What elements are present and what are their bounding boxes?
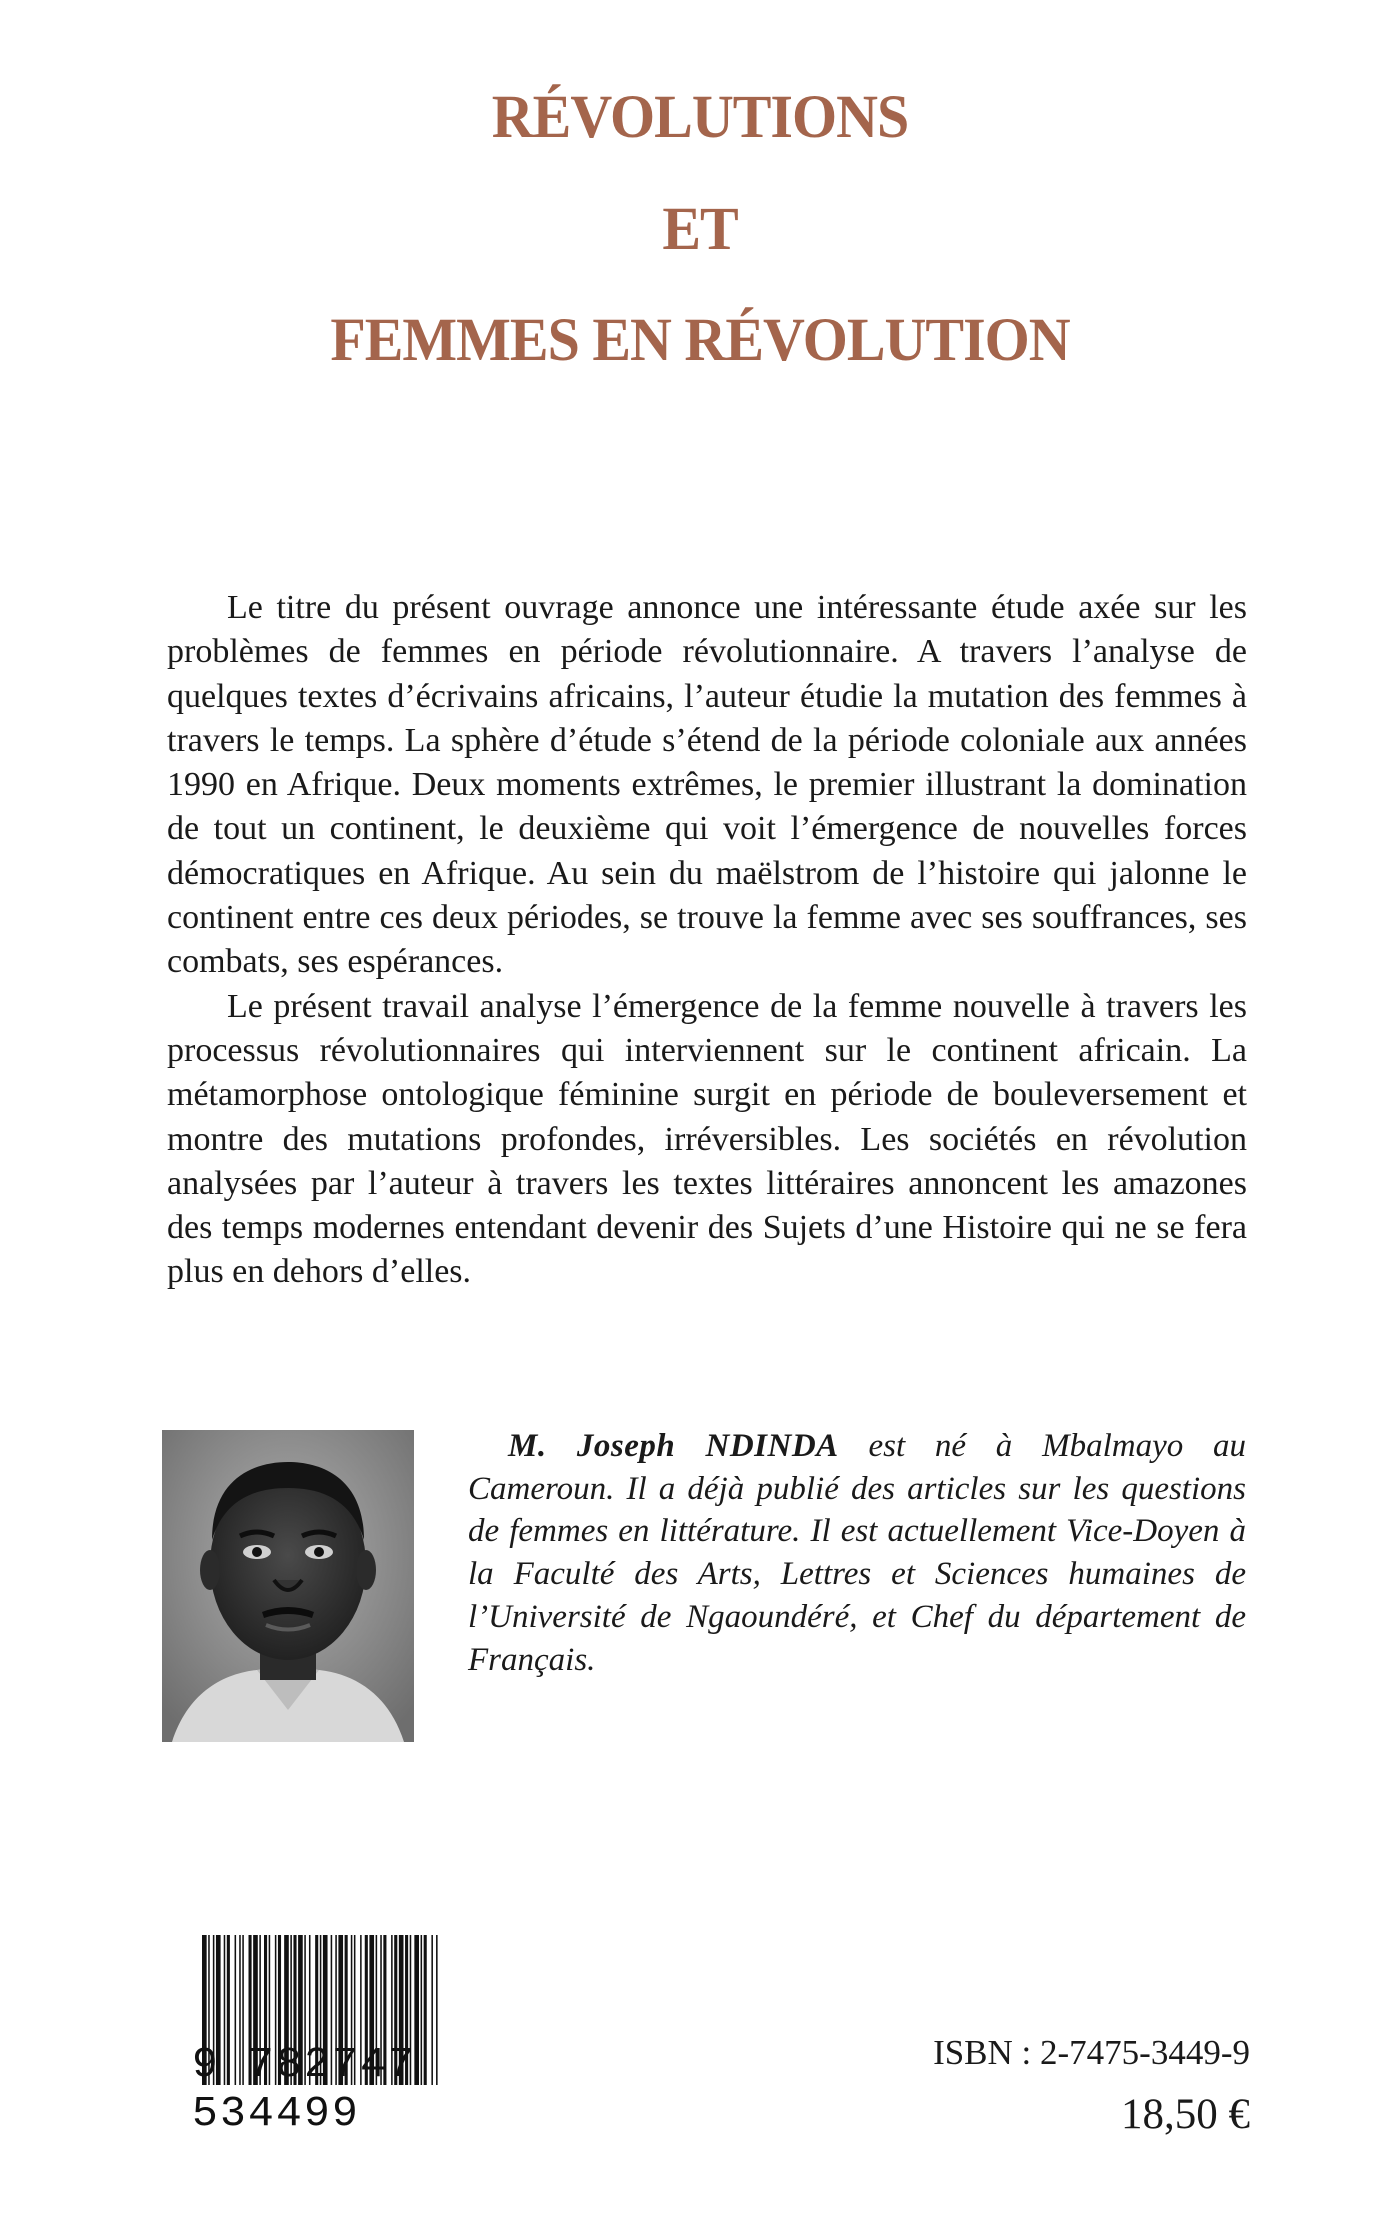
title-line-3: FEMMES EN RÉVOLUTION [330, 305, 1070, 374]
author-portrait-image [162, 1430, 414, 1742]
title-line-2: ET [662, 194, 738, 263]
author-name: M. Joseph NDINDA [508, 1428, 839, 1464]
book-title [0, 82, 1400, 374]
barcode-digits: 9 782747 534499 [192, 2040, 417, 2138]
summary-paragraph-1: Le titre du présent ouvrage annonce une intéressante étude axée sur les problèmes de femmes en période révolutionnaire. A travers l’analyse de quelques textes d’écrivains africains, l’auteur étudie la mutation des femmes à travers le temps. La sphère d’étude s’étend de la période coloniale aux années 1990 en Afrique. Deux moments extrêmes, le premier illustrant la domination de tout un continent, le deuxième qui voit l’émergence de nouvelles forces démocratiques en Afrique. Au sein du maëlstrom de l’histoire qui jalonne le continent entre ces deux périodes, se trouve la femme avec ses souffrances, ses combats, ses espérances. [167, 589, 1247, 981]
summary-paragraph-2: Le présent travail analyse l’émergence de la femme nouvelle à travers les processus révolutionnaires qui interviennent sur le continent africain. La métamorphose ontologique féminine surgit en période de bouleversement et montre des mutations profondes, irréversibles. Les sociétés en révolution analysées par l’auteur à travers les textes littéraires annoncent les amazones des temps modernes entendant devenir des Sujets d’une Histoire qui ne se fera plus en dehors d’elles. [167, 987, 1247, 1291]
back-cover-summary [167, 586, 1247, 1295]
isbn: ISBN : 2-7475-3449-9 [933, 2033, 1250, 2072]
price: 18,50 € [1121, 2091, 1250, 2138]
title-line-1: RÉVOLUTIONS [491, 82, 909, 151]
author-bio-text: est né à Mbalmayo au Cameroun. Il a déjà publié des articles sur les questions de femmes en littérature. Il est actuellement Vice-Doyen à la Faculté des Arts, Lettres et Sciences humaines de l’Université de Ngaoundéré, et Chef du département de Français. [468, 1428, 1246, 1678]
author-bio [468, 1425, 1246, 1681]
author-photo [162, 1430, 414, 1742]
